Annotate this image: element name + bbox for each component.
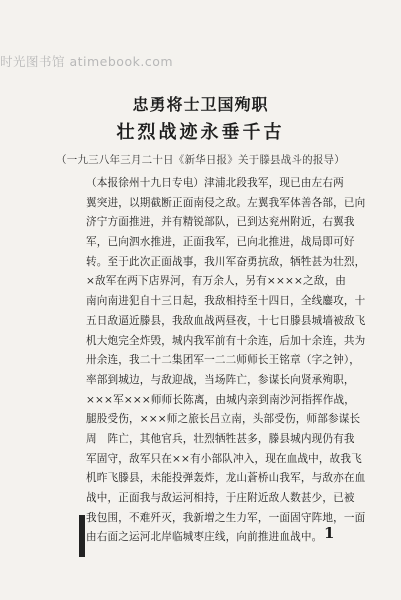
body-line: 率部到城边，与敌迎战，当场阵亡，参谋长向贤承殉职， xyxy=(86,373,355,386)
title-line-2: 壮烈战迹永垂千古 xyxy=(116,122,285,143)
body-line: 腿股受伤，×××师之旅长吕立南，头部受伤，师部参谋长 xyxy=(86,413,361,426)
body-line: 由右面之运河北岸临城枣庄线，向前推进血战中。 xyxy=(86,531,323,544)
body-line: 翼突进，以期截断正面南侵之敌。左翼我军体善各部，已向 xyxy=(86,196,366,209)
title-line-1: 忠勇将士卫国殉职 xyxy=(132,95,269,114)
body-line: 军固守，敌军只在××有小部队冲入，现在血战中，故我飞 xyxy=(86,452,362,465)
body-line: 五日敌逼近滕县，我敌血战两昼夜，十七日滕县城墙被敌飞 xyxy=(86,314,366,327)
body-line: 转。至于此次正面战事，我川军奋勇抗敌，牺牲甚为壮烈， xyxy=(86,255,366,268)
body-line: ×敌军在两下店界河，有万余人，另有××××之敌，由 xyxy=(86,275,347,288)
body-line: 机大炮完全炸毁，城内我军前有十余连，后加十余连，共为 xyxy=(86,334,366,347)
body-line: 军，已向泗水推进，正面我军，已向北推进，战局即可好 xyxy=(86,236,355,249)
watermark: 时光图书馆 atimebook.com xyxy=(0,54,174,69)
body-line: ×××军×××师师长陈离，由城内亲到南沙河指挥作战， xyxy=(86,393,356,406)
body-line: （本报徐州十九日专电）津浦北段我军，现已由左右两 xyxy=(86,177,344,189)
body-line: 我包围，不难歼灭，我新增之生力军，一面固守阵地，一面 xyxy=(86,511,366,524)
body-line: 南向南进犯自十三日起，我敌相持至十四日，全线鏖攻，十 xyxy=(86,295,366,308)
subtitle: （一九三八年三月二十日《新华日报》关于滕县战斗的报导） xyxy=(56,154,345,166)
body-line: 周 阵亡，其他官兵，壮烈牺牲甚多，滕县城内现仍有我 xyxy=(86,432,355,445)
body-line: 机昨飞滕县，未能投弹轰炸，龙山蒼桥山我军，与敌亦在血 xyxy=(86,472,366,485)
article-body xyxy=(86,174,386,548)
binding-marker xyxy=(79,515,85,557)
body-line: 战中，正面我与敌运河相持，于庄附近敌人数甚少，已被 xyxy=(86,492,355,504)
page-number: 1 xyxy=(324,524,335,542)
body-line: 卅余连，我二十二集团军一二二师师长王铭章（字之钟）， xyxy=(86,354,361,367)
body-line: 济宁方面推进，并有精锐部队，已到达兖州附近，右翼我 xyxy=(86,216,355,229)
